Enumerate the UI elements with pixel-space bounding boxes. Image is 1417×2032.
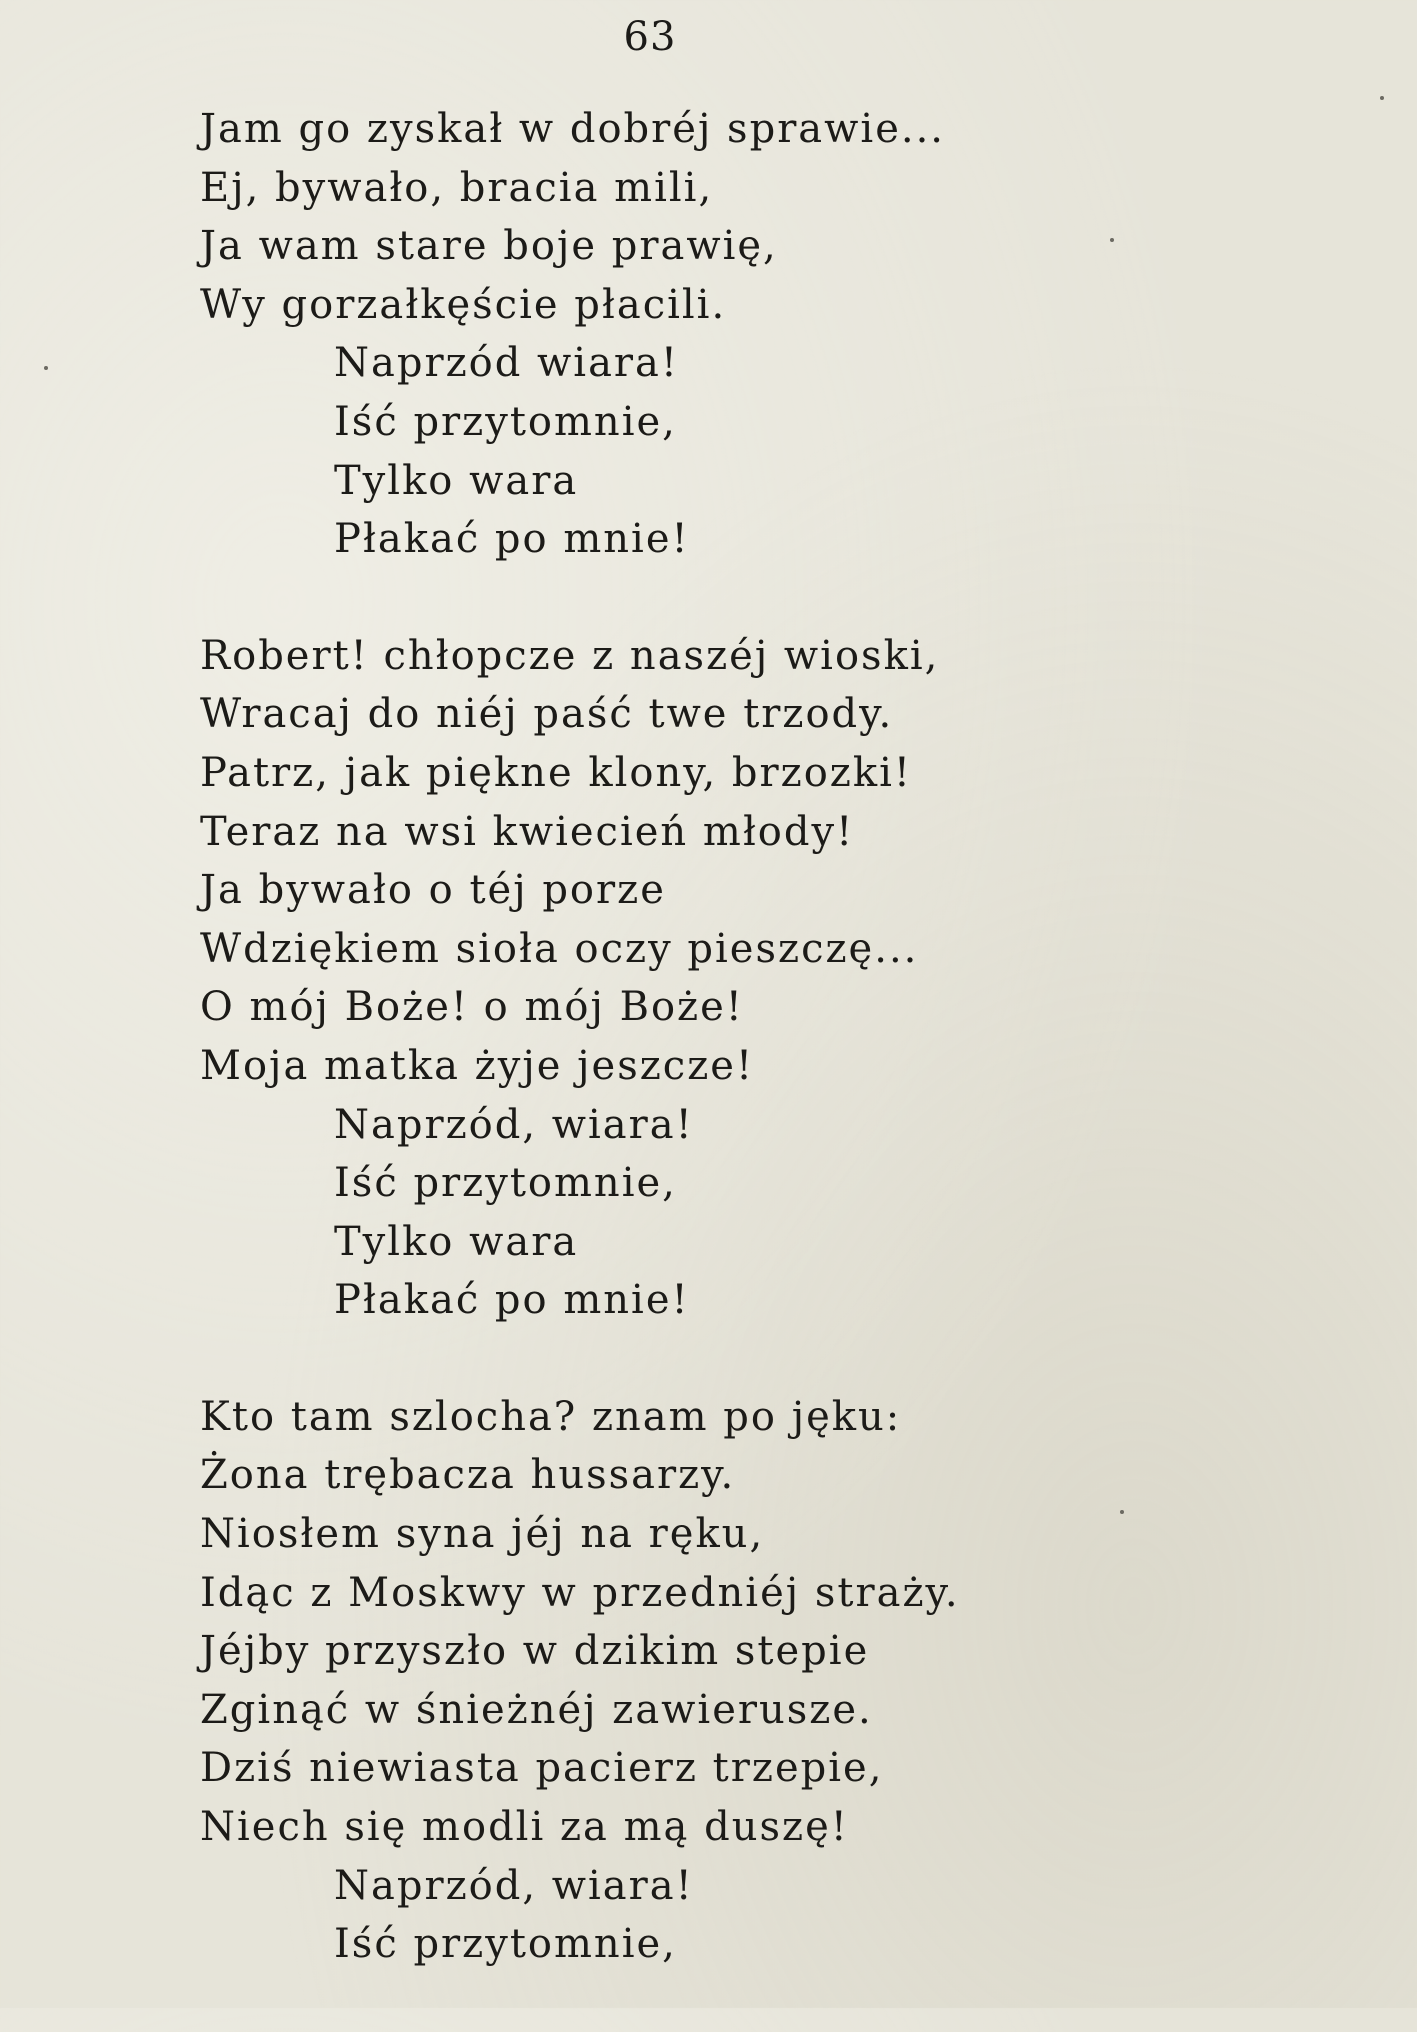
refrain-line: Iść przytomnie, <box>334 1160 677 1207</box>
refrain-line: Naprzód, wiara! <box>334 1101 694 1148</box>
poem <box>200 100 1200 2032</box>
refrain-line: Naprzód wiara! <box>334 340 679 387</box>
refrain-line: Naprzód, wiara! <box>334 1862 694 1909</box>
verse-line: Zginąć w śnieżnéj zawierusze. <box>200 1686 873 1733</box>
verse-line: Patrz, jak piękne klony, brzozki! <box>200 749 912 796</box>
refrain-line: Iść przytomnie, <box>334 1921 677 1968</box>
verse-line: Wdziękiem sioła oczy pieszczę... <box>200 925 919 972</box>
verse-line: Dziś niewiasta pacierz trzepie, <box>200 1745 884 1792</box>
verse-line: O mój Boże! o mój Boże! <box>200 984 744 1031</box>
paper-speck <box>1380 96 1384 100</box>
refrain-line: Tylko wara <box>334 1218 579 1265</box>
verse-line: Jam go zyskał w dobréj sprawie... <box>200 106 946 152</box>
verse-line: Kto tam szlocha? znam po jęku: <box>200 1393 902 1440</box>
verse-line: Niech się modli za mą duszę! <box>200 1804 849 1851</box>
paper-speck <box>1120 1510 1124 1514</box>
verse-line: Jéjby przyszło w dzikim stepie <box>200 1628 870 1675</box>
stanza-1 <box>200 100 1200 569</box>
verse-line: Robert! chłopcze z naszéj wioski, <box>200 632 940 679</box>
verse-line: Wy gorzałkęście płacili. <box>200 281 727 328</box>
verse-line: Idąc z Moskwy w przedniéj straży. <box>200 1569 960 1616</box>
verse-line: Niosłem syna jéj na ręku, <box>200 1511 765 1558</box>
verse-line: Moja matka żyje jeszcze! <box>200 1042 755 1089</box>
verse-line: Teraz na wsi kwiecień młody! <box>200 808 855 855</box>
refrain-line: Płakać po mnie! <box>334 516 690 563</box>
verse-line: Ja wam stare boje prawię, <box>200 223 778 270</box>
verse-line: Ja bywało o téj porze <box>200 867 666 914</box>
stanza-2 <box>200 627 1200 1330</box>
verse-line: Wracaj do niéj paść twe trzody. <box>200 691 894 738</box>
verse-line: Żona trębacza hussarzy. <box>200 1452 736 1499</box>
stanza-3 <box>200 1388 1200 1974</box>
paper-speck <box>44 366 48 370</box>
refrain-line: Tylko wara <box>334 457 579 504</box>
page-number: 63 <box>623 14 677 60</box>
refrain-line: Płakać po mnie! <box>334 1277 690 1324</box>
paper-speck <box>1110 238 1114 242</box>
refrain-line: Iść przytomnie, <box>334 398 677 445</box>
verse-line: Ej, bywało, bracia mili, <box>200 164 714 211</box>
